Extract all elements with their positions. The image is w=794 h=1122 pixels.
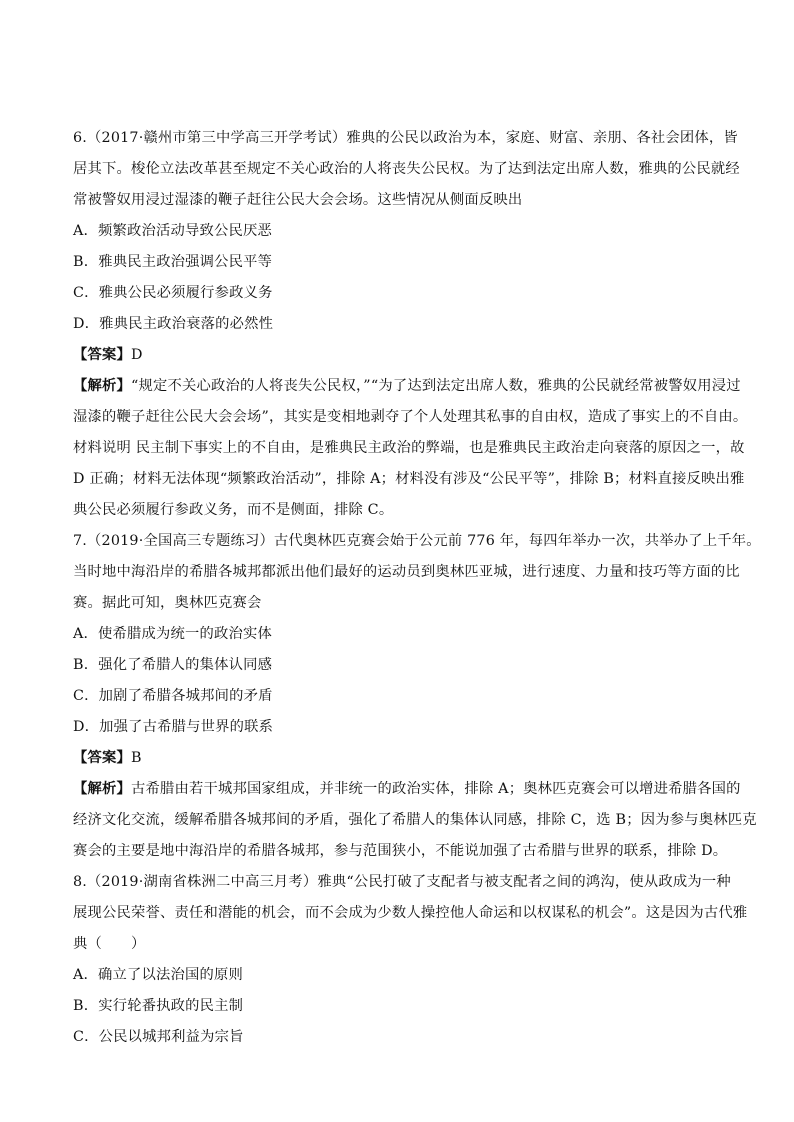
q6-option-c: C．雅典公民必须履行参政义务 xyxy=(73,285,273,301)
analysis-text: “规定不关心政治的人将丧失公民权，”“为了达到法定出席人数，雅典的公民就经常被警奴用浸过 xyxy=(131,378,741,394)
analysis-label: 【解析】 xyxy=(73,378,131,394)
q7-option-d: D．加强了古希腊与世界的联系 xyxy=(73,719,274,735)
q8-stem-line: 展现公民荣誉、责任和潜能的机会，而不会成为少数人操控他人命运和以权谋私的机会”。这是因为古代雅 xyxy=(73,905,748,921)
q7-analysis-line xyxy=(73,779,741,799)
q6-option-b: B．雅典民主政治强调公民平等 xyxy=(73,254,273,270)
q6-analysis-line: 材料说明 民主制下事实上的不自由，是雅典民主政治的弊端，也是雅典民主政治走向衰落的原因之一，故 xyxy=(73,440,745,456)
q7-option-a: A．使希腊成为统一的政治实体 xyxy=(73,626,272,642)
analysis-label: 【解析】 xyxy=(73,781,131,797)
q6-analysis-line: 湿漆的鞭子赶往公民大会会场”，其实是变相地剥夺了个人处理其私事的自由权，造成了事实上的不自由。 xyxy=(73,409,748,425)
q6-analysis-line: 典公民必须履行参政义务，而不是侧面，排除 C。 xyxy=(73,502,394,518)
q6-answer xyxy=(73,345,733,365)
q8-stem-line: 8.（2019·湖南省株洲二中高三月考）雅典“公民打破了支配者与被支配者之间的鸿沟，使从政成为一种 xyxy=(73,874,731,890)
q7-answer xyxy=(73,748,733,768)
answer-label: 【答案】 xyxy=(73,347,131,363)
q6-stem-line: 6.（2017·赣州市第三中学高三开学考试）雅典的公民以政治为本，家庭、财富、亲朋、各社会团体，皆 xyxy=(73,130,738,146)
q6-analysis-line xyxy=(73,376,741,396)
q7-analysis-line: 经济文化交流，缓解希腊各城邦间的矛盾，强化了希腊人的集体认同感，排除 C，选 B；因为参与奥林匹克 xyxy=(73,812,757,828)
q6-stem-line: 常被警奴用浸过湿漆的鞭子赶往公民大会会场。这些情况从侧面反映出 xyxy=(73,192,523,208)
q8-option-b: B．实行轮番执政的民主制 xyxy=(73,998,244,1014)
q7-stem-line: 7.（2019·全国高三专题练习）古代奥林匹克赛会始于公元前 776 年，每四年举办一次，共举办了上千年。 xyxy=(73,533,761,549)
analysis-text: 古希腊由若干城邦国家组成，并非统一的政治实体，排除 A；奥林匹克赛会可以增进希腊各国的 xyxy=(131,781,741,797)
q6-analysis-line: D 正确；材料无法体现“频繁政治活动”，排除 A；材料没有涉及“公民平等”，排除 B；材料直接反映出雅 xyxy=(73,471,745,487)
q7-stem-line: 赛。据此可知，奥林匹克赛会 xyxy=(73,595,262,611)
answer-value: D xyxy=(131,347,143,363)
q7-option-b: B．强化了希腊人的集体认同感 xyxy=(73,657,273,673)
q8-option-a: A．确立了以法治国的原则 xyxy=(73,967,243,983)
answer-value: B xyxy=(131,750,142,766)
answer-label: 【答案】 xyxy=(73,750,131,766)
q6-option-d: D．雅典民主政治衰落的必然性 xyxy=(73,316,274,332)
q7-option-c: C．加剧了希腊各城邦间的矛盾 xyxy=(73,688,273,704)
q8-option-c: C．公民以城邦利益为宗旨 xyxy=(73,1029,244,1045)
q6-stem-line: 居其下。梭伦立法改革甚至规定不关心政治的人将丧失公民权。为了达到法定出席人数，雅典的公民就经 xyxy=(73,161,740,177)
q8-stem-line: 典（ ） xyxy=(73,936,146,952)
q6-option-a: A．频繁政治活动导致公民厌恶 xyxy=(73,223,272,239)
q7-stem-line: 当时地中海沿岸的希腊各城邦都派出他们最好的运动员到奥林匹亚城，进行速度、力量和技巧等方面的比 xyxy=(73,564,740,580)
q7-analysis-line: 赛会的主要是地中海沿岸的希腊各城邦，参与范围狭小，不能说加强了古希腊与世界的联系，排除 D。 xyxy=(73,843,728,859)
